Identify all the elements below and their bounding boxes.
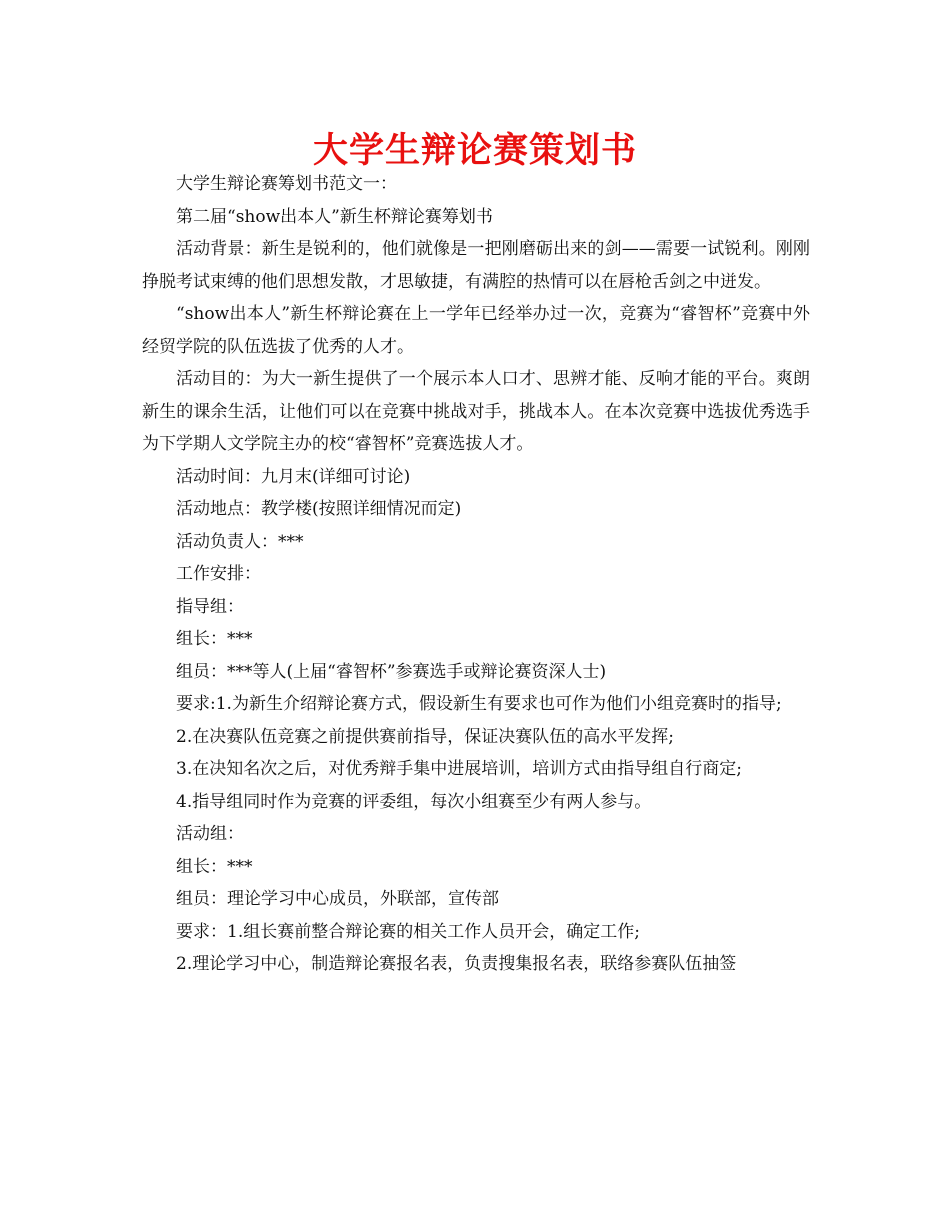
paragraph-activity-req-2: 2.理论学习中心，制造辩论赛报名表，负责搜集报名表，联络参赛队伍抽签 xyxy=(176,954,737,974)
paragraph-work-arrangement: 工作安排： xyxy=(176,564,261,584)
paragraph-guidance-req-4: 4.指导组同时作为竞赛的评委组，每次小组赛至少有两人参与。 xyxy=(176,791,652,812)
paragraph-guidance-members: 组员：***等人(上届“睿智杯”参赛选手或辩论赛资深人士) xyxy=(176,661,607,682)
document-title: 大学生辩论赛策划书 xyxy=(312,131,637,171)
paragraph-time: 活动时间：九月末(详细可讨论) xyxy=(176,466,411,487)
paragraph-guidance-group: 指导组： xyxy=(176,596,244,617)
paragraph-history: “show出本人”新生杯辩论赛在上一学年已经举办过一次，竞赛为“睿智杯”竞赛中外经贸学院的队伍选拔了优秀的人才。 xyxy=(142,304,810,357)
document-body xyxy=(142,168,810,981)
paragraph-guidance-req-1: 要求:1.为新生介绍辩论赛方式，假设新生有要求也可作为他们小组竞赛时的指导; xyxy=(176,694,782,714)
paragraph-guidance-req-2: 2.在决赛队伍竞赛之前提供赛前指导，保证决赛队伍的高水平发挥; xyxy=(176,726,674,747)
paragraph-activity-req-1: 要求：1.组长赛前整合辩论赛的相关工作人员开会，确定工作; xyxy=(176,921,640,942)
paragraph-location: 活动地点：教学楼(按照详细情况而定) xyxy=(176,499,462,519)
paragraph-leader: 活动负责人：*** xyxy=(176,531,304,552)
paragraph-guidance-req-3: 3.在决知名次之后，对优秀辩手集中进展培训，培训方式由指导组自行商定; xyxy=(176,759,742,779)
paragraph-activity-group: 活动组： xyxy=(176,824,244,844)
paragraph-purpose: 活动目的：为大一新生提供了一个展示本人口才、思辨才能、反响才能的平台。爽朗新生的课余生活，让他们可以在竞赛中挑战对手，挑战本人。在本次竞赛中选拔优秀选手为下学期人文学院主办的校“睿智杯”竞赛选拔人才。 xyxy=(142,369,810,454)
paragraph-1: 大学生辩论赛筹划书范文一： xyxy=(176,174,397,194)
paragraph-guidance-head: 组长：*** xyxy=(176,629,253,649)
paragraph-background: 活动背景：新生是锐利的，他们就像是一把刚磨砺出来的剑——需要一试锐利。刚刚挣脱考试束缚的他们思想发散，才思敏捷，有满腔的热情可以在唇枪舌剑之中迸发。 xyxy=(142,239,810,292)
paragraph-activity-head: 组长：*** xyxy=(176,856,253,877)
paragraph-activity-members: 组员：理论学习中心成员，外联部，宣传部 xyxy=(176,889,499,909)
paragraph-2: 第二届“show出本人”新生杯辩论赛筹划书 xyxy=(176,206,493,227)
